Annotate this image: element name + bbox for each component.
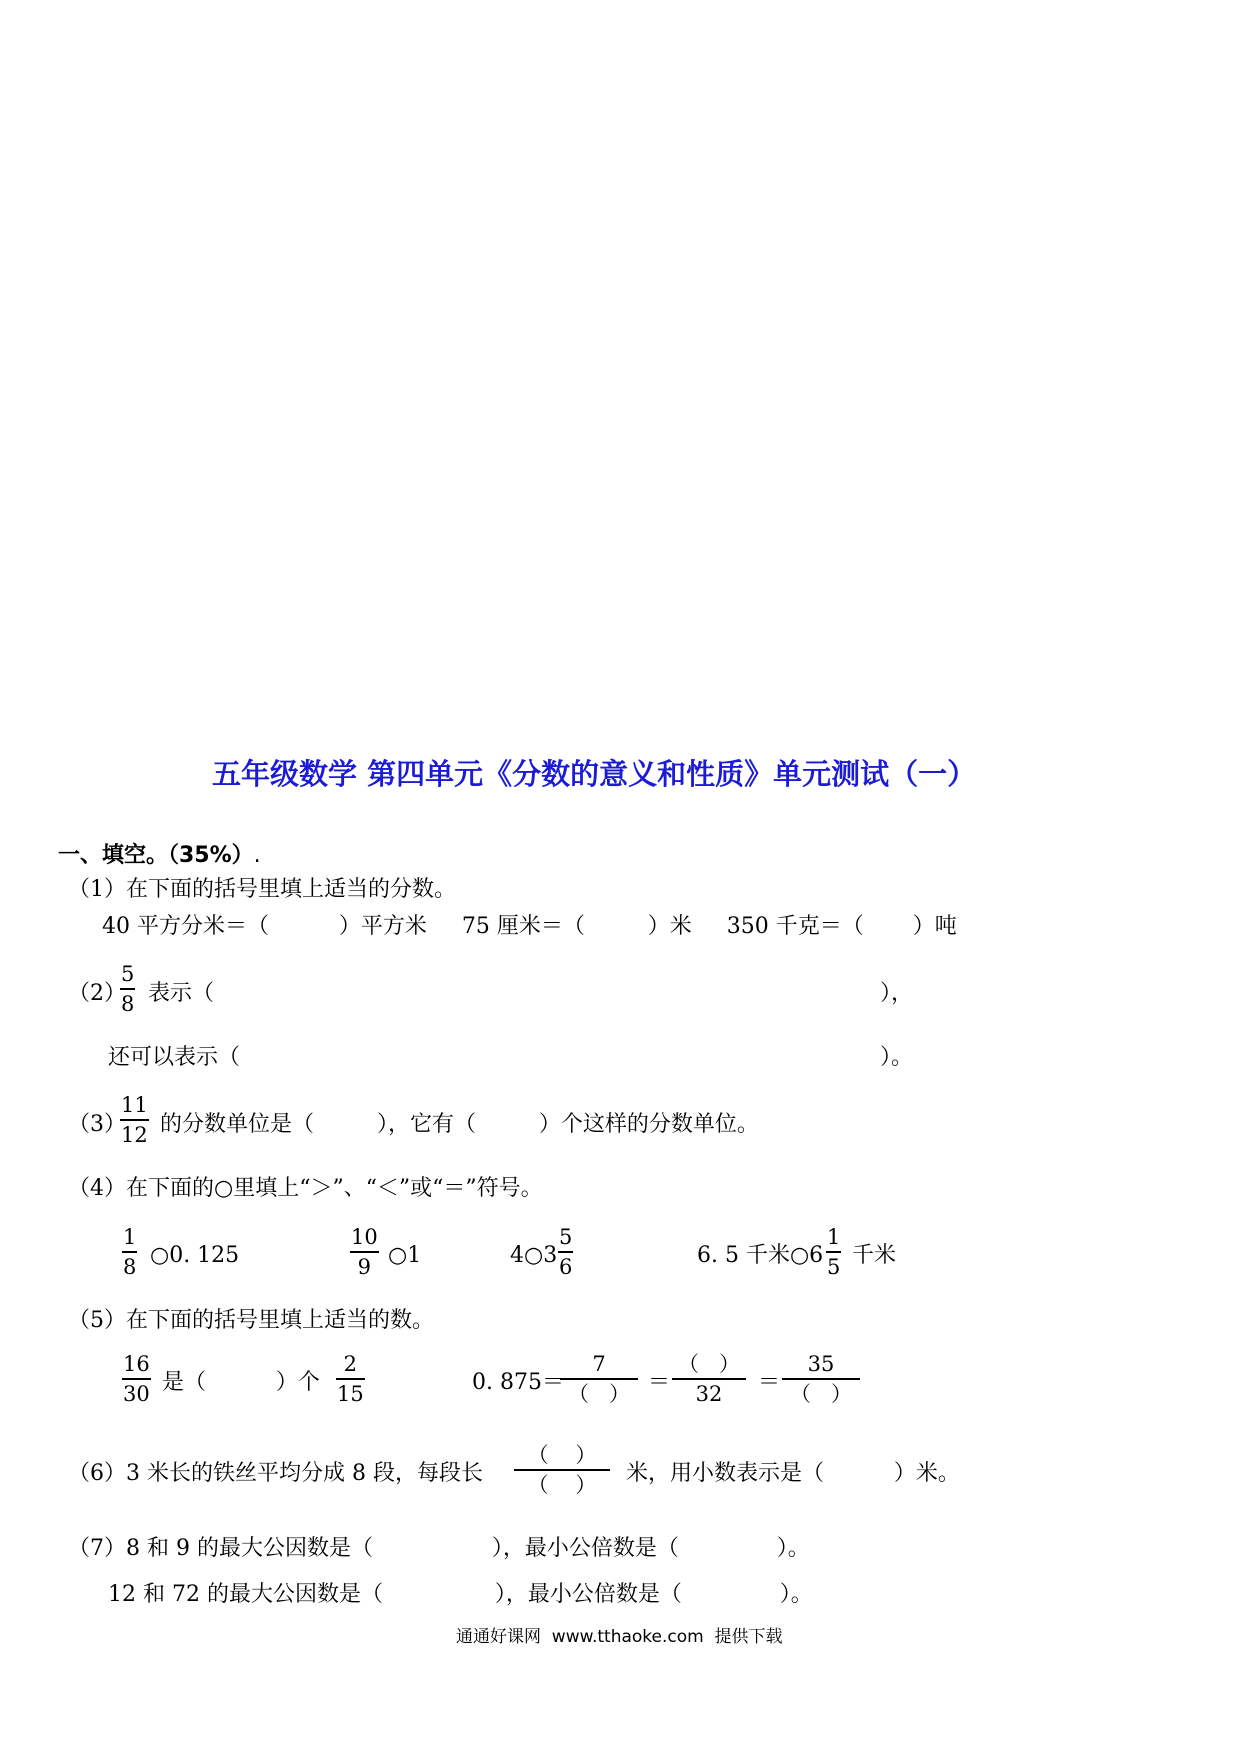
question-4-item-d-unit: 千米 (852, 1243, 897, 1268)
fraction-numerator: 5 (121, 962, 135, 986)
fraction-denominator: 30 (123, 1382, 150, 1406)
question-2-prefix: （2） (68, 981, 126, 1006)
question-1-label: （1）在下面的括号里填上适当的分数。 (68, 877, 456, 902)
question-4-item-d: 6. 5 千米○6 (697, 1243, 824, 1268)
question-5-fraction-3 (782, 1352, 860, 1406)
question-1-line: 40 平方分米＝（ ）平方米 75 厘米＝（ ）米 350 千克＝（ ）吨 (102, 914, 957, 939)
question-4-label: （4）在下面的○里填上“＞”、“＜”或“＝”符号。 (68, 1176, 543, 1201)
section-heading-mark: . (253, 843, 261, 868)
footer: 通通好课网 www.tthaoke.com 提供下载 (456, 1627, 783, 1647)
question-4-item-c: 4○3 (510, 1243, 558, 1268)
fraction-numerator: （ ） (677, 1352, 741, 1376)
fraction-numerator: 35 (807, 1352, 835, 1376)
fraction-numerator: 2 (343, 1352, 358, 1376)
fraction-bar (350, 1251, 379, 1253)
question-4-fraction-b (350, 1225, 379, 1279)
section-heading-text: 一、填空。（35%） (58, 843, 254, 868)
fraction-numerator: 10 (351, 1225, 378, 1249)
question-5-fraction-b (336, 1352, 365, 1406)
question-6-text: （6）3 米长的铁丝平均分成 8 段，每段长 (68, 1461, 483, 1486)
question-4-item-a: ○0. 125 (150, 1243, 240, 1268)
question-2-close2: ）。 (880, 1045, 914, 1070)
fraction-bar (120, 988, 135, 990)
fraction-denominator: 6 (559, 1255, 573, 1279)
fraction-numerator: 5 (559, 1225, 573, 1249)
question-3-fraction (120, 1093, 149, 1147)
fraction-numerator: 1 (123, 1225, 137, 1249)
fraction-numerator: （ ） (527, 1443, 597, 1467)
fraction-denominator: （ ） (527, 1473, 597, 1497)
fraction-numerator: 16 (123, 1352, 150, 1376)
question-4-fraction-a (122, 1225, 137, 1279)
question-3-prefix: （3） (68, 1112, 126, 1137)
question-4-item-b: ○1 (388, 1243, 422, 1268)
fraction-numerator: 1 (827, 1225, 841, 1249)
fraction-bar (122, 1251, 137, 1253)
question-2-line2: 还可以表示（ (108, 1045, 241, 1070)
question-5-item-a: 是（ ）个 (162, 1370, 320, 1395)
question-5-fraction-1 (560, 1352, 638, 1406)
question-5-fraction-2 (672, 1352, 746, 1406)
section-heading (58, 838, 261, 869)
fraction-bar (122, 1378, 151, 1380)
question-5-equals-2: ＝ (758, 1370, 781, 1395)
fraction-denominator: （ ） (789, 1382, 853, 1406)
fraction-denominator: （ ） (567, 1382, 631, 1406)
question-6-fraction (514, 1443, 610, 1497)
question-6-rest: 米，用小数表示是（ ）米。 (626, 1461, 960, 1486)
fraction-denominator: 5 (827, 1255, 841, 1279)
question-2-text: 表示（ (148, 981, 215, 1006)
fraction-bar (672, 1378, 746, 1380)
question-4-fraction-d (826, 1225, 841, 1279)
question-3-text: 的分数单位是（ ），它有（ ）个这样的分数单位。 (160, 1112, 759, 1137)
question-2-fraction (120, 962, 135, 1016)
fraction-denominator: 8 (123, 1255, 137, 1279)
fraction-denominator: 12 (121, 1123, 148, 1147)
question-7-line2: 12 和 72 的最大公因数是（ ），最小公倍数是（ ）。 (108, 1582, 813, 1607)
fraction-bar (826, 1251, 841, 1253)
question-5-label: （5）在下面的括号里填上适当的数。 (68, 1308, 434, 1333)
page-title: 五年级数学 第四单元《分数的意义和性质》单元测试（一） (212, 757, 977, 791)
fraction-bar (336, 1378, 365, 1380)
fraction-bar (560, 1378, 638, 1380)
fraction-bar (558, 1251, 573, 1253)
fraction-denominator: 32 (695, 1382, 723, 1406)
fraction-numerator: 7 (592, 1352, 606, 1376)
question-7-line1: （7）8 和 9 的最大公因数是（ ），最小公倍数是（ ）。 (68, 1536, 810, 1561)
fraction-denominator: 15 (337, 1382, 364, 1406)
fraction-numerator: 11 (121, 1093, 148, 1117)
question-5-item-c: 0. 875＝ (472, 1370, 564, 1395)
fraction-bar (782, 1378, 860, 1380)
question-2-close: ）， (880, 981, 914, 1006)
question-4-fraction-c (558, 1225, 573, 1279)
question-5-fraction-a (122, 1352, 151, 1406)
fraction-denominator: 9 (357, 1255, 372, 1279)
fraction-bar (514, 1469, 610, 1471)
fraction-bar (120, 1119, 149, 1121)
fraction-denominator: 8 (121, 992, 135, 1016)
question-5-equals-1: ＝ (648, 1370, 671, 1395)
